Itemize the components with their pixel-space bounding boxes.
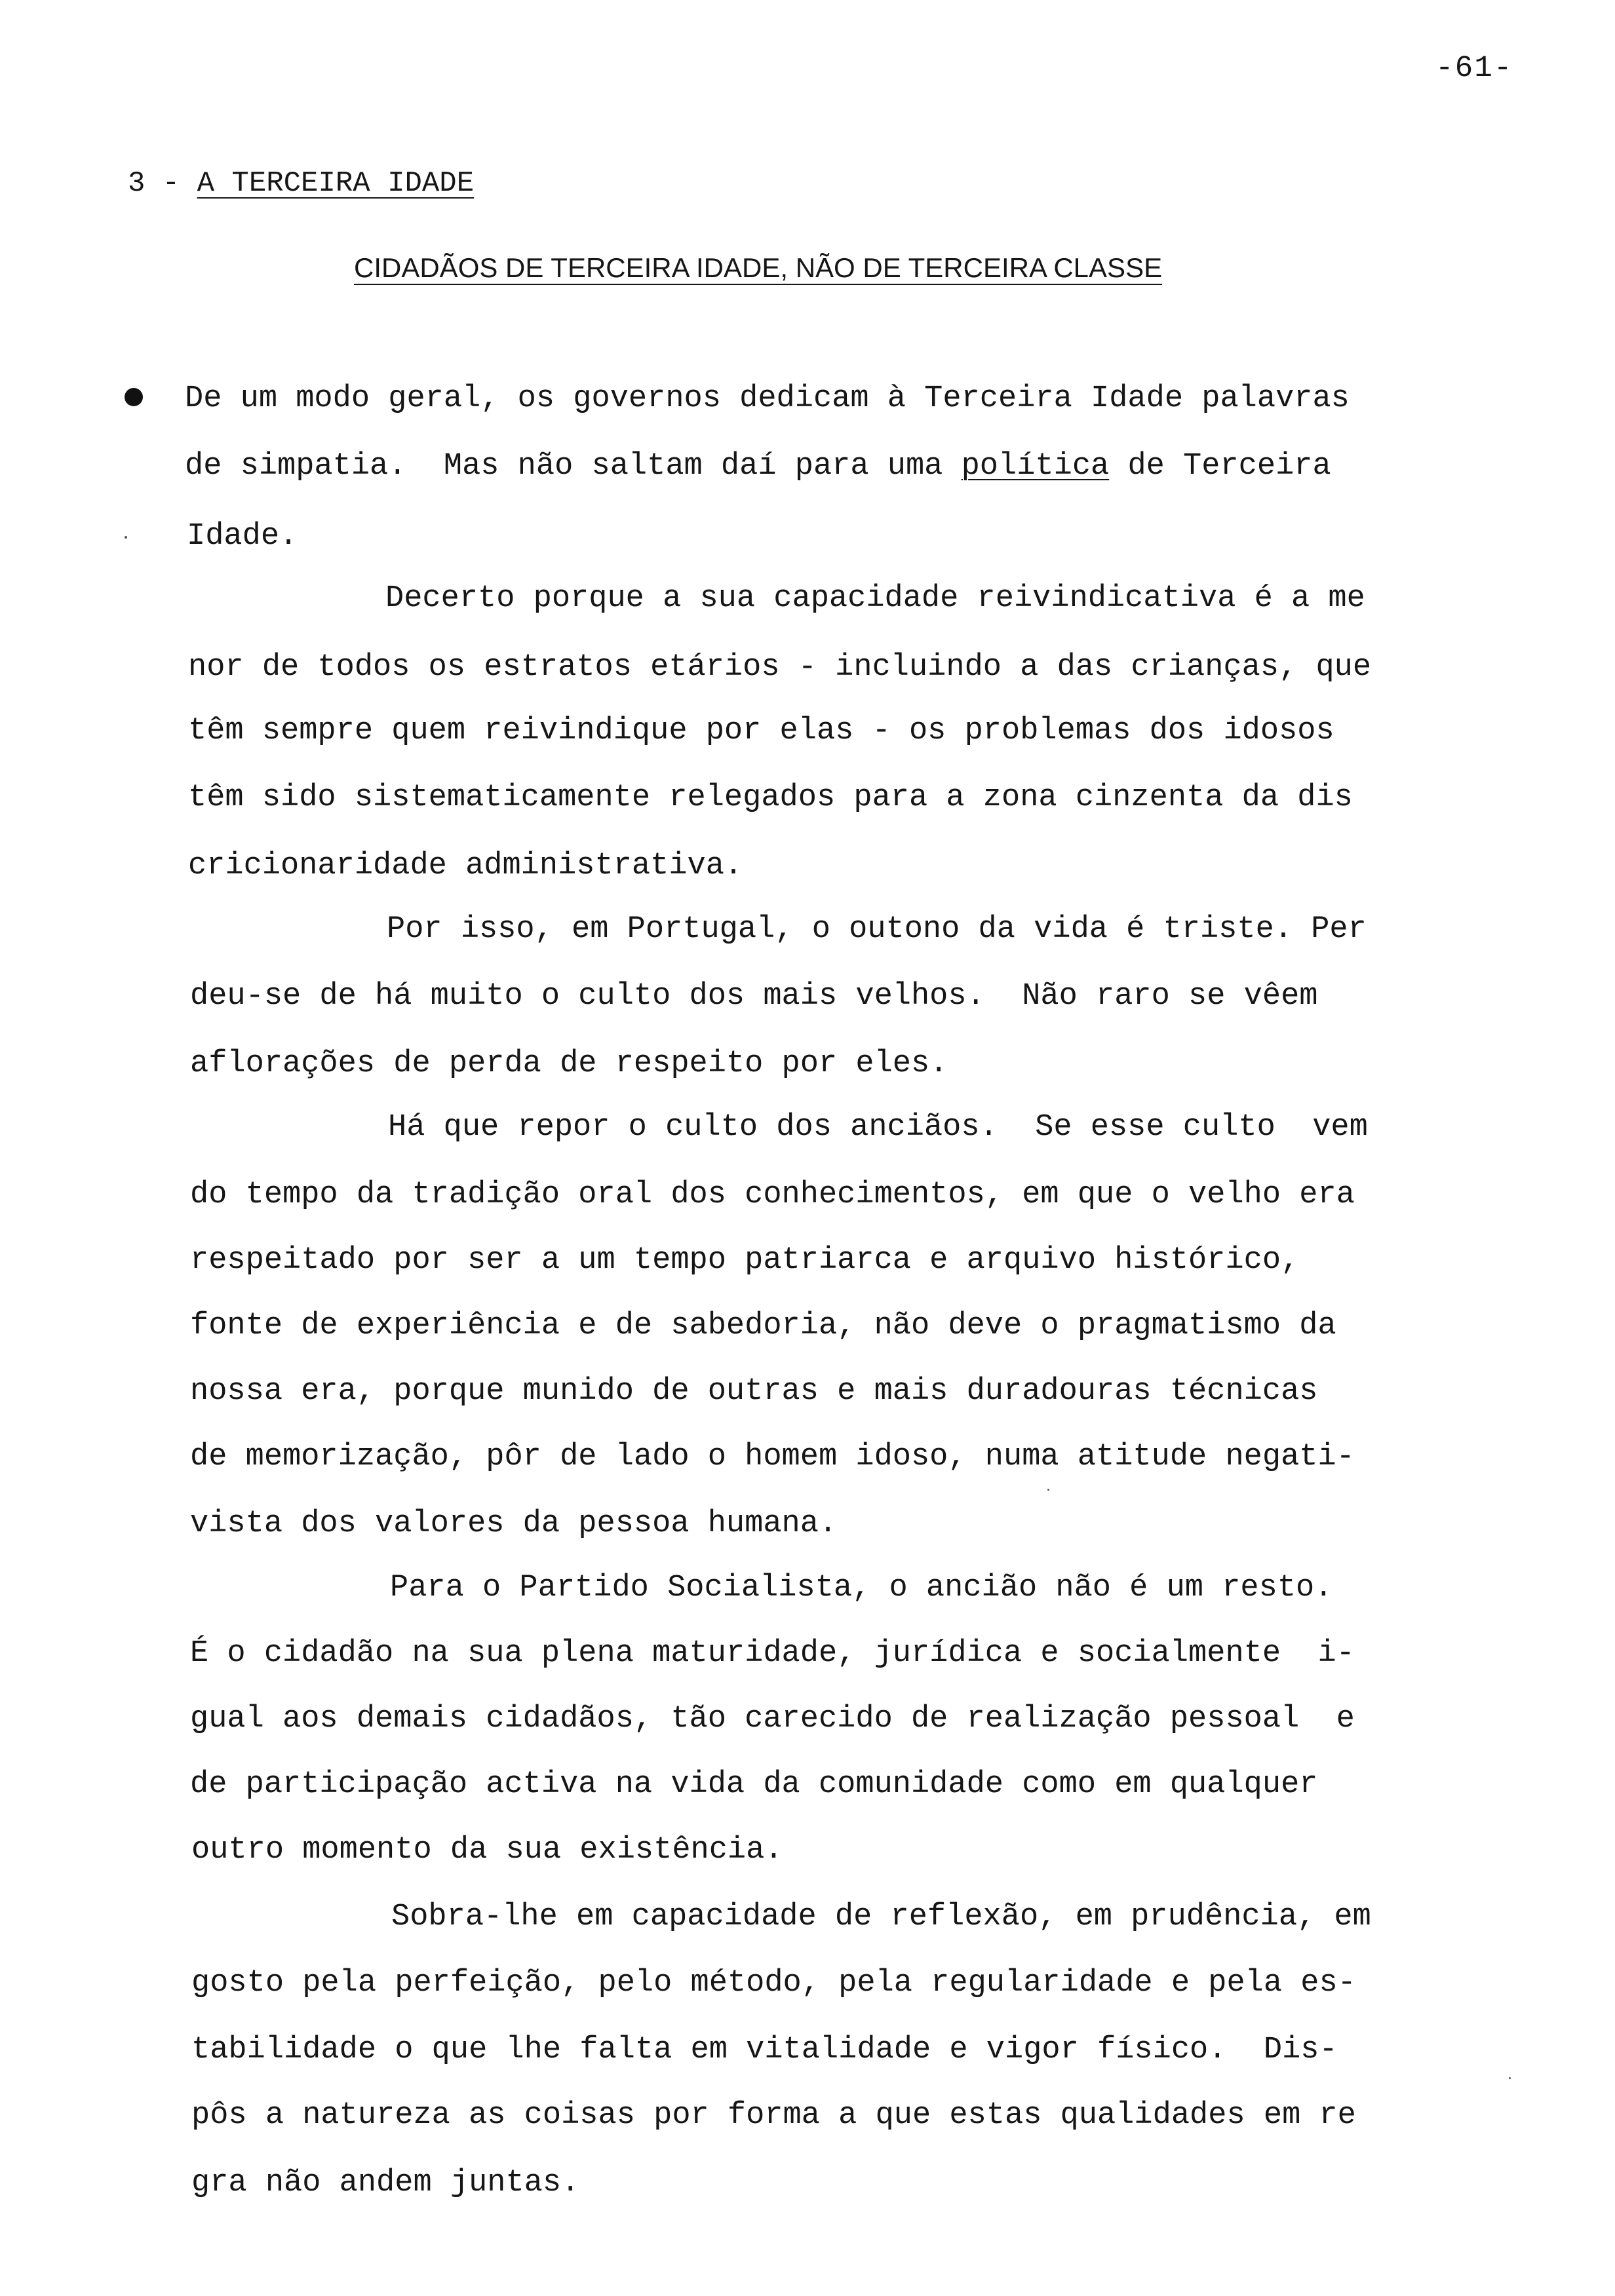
text-line: do tempo da tradição oral dos conhecimentos, em que o velho era [190, 1177, 1355, 1212]
text-line: tabilidade o que lhe falta em vitalidade e vigor físico. Dis- [191, 2033, 1338, 2067]
page-number: -61- [1435, 51, 1513, 85]
text-line: gra não andem juntas. [191, 2166, 580, 2200]
text-line: De um modo geral, os governos dedicam à Terceira Idade palavras [185, 381, 1350, 416]
text-line: outro momento da sua existência. [191, 1833, 783, 1867]
text-line: vista dos valores da pessoa humana. [190, 1506, 838, 1541]
bullet-icon [125, 388, 143, 406]
text-line: nor de todos os estratos etários - incluindo a das crianças, que [188, 650, 1372, 685]
text-line: gosto pela perfeição, pelo método, pela regularidade e pela es- [191, 1966, 1356, 2000]
text-line: Idade. [187, 519, 298, 554]
text-line: de memorização, pôr de lado o homem idoso, numa atitude negati- [190, 1440, 1355, 1474]
text-line: pôs a natureza as coisas por forma a que estas qualidades em re [191, 2098, 1356, 2133]
text-line: É o cidadão na sua plena maturidade, jurídica e socialmente i- [190, 1636, 1355, 1671]
text-line: Decerto porque a sua capacidade reivindicativa é a me [385, 581, 1365, 616]
margin-speck-icon [1509, 2077, 1511, 2079]
section-number: 3 - [128, 167, 180, 200]
text-line: fonte de experiência e de sabedoria, não deve o pragmatismo da [190, 1309, 1336, 1343]
text-segment: de simpatia. Mas não saltam daí para uma [185, 449, 962, 484]
text-line: têm sempre quem reivindique por elas - os problemas dos idosos [188, 714, 1334, 748]
text-line [185, 451, 1331, 482]
section-heading [128, 167, 474, 200]
text-line: têm sido sistematicamente relegados para a zona cinzenta da dis [188, 780, 1353, 815]
text-line: aflorações de perda de respeito por eles. [190, 1046, 948, 1081]
text-line: Sobra-lhe em capacidade de reflexão, em prudência, em [391, 1900, 1371, 1934]
text-line: Há que repor o culto dos anciãos. Se esse culto vem [388, 1110, 1368, 1145]
text-segment: de Terceira [1109, 449, 1331, 484]
margin-speck-icon [1047, 1489, 1049, 1491]
text-line: cricionaridade administrativa. [188, 849, 743, 883]
underlined-word: política [961, 449, 1110, 484]
text-line: Por isso, em Portugal, o outono da vida é triste. Per [387, 912, 1367, 947]
margin-speck-icon [125, 536, 127, 539]
text-line: Para o Partido Socialista, o ancião não é um resto. [390, 1571, 1333, 1605]
subtitle: CIDADÃOS DE TERCEIRA IDADE, NÃO DE TERCEIRA CLASSE [354, 252, 1163, 283]
text-line: deu-se de há muito o culto dos mais velhos. Não raro se vêem [190, 979, 1318, 1014]
section-title: A TERCEIRA IDADE [197, 167, 475, 200]
text-line: de participação activa na vida da comunidade como em qualquer [190, 1767, 1318, 1802]
text-line: gual aos demais cidadãos, tão carecido de realização pessoal e [190, 1702, 1355, 1736]
text-line: respeitado por ser a um tempo patriarca e arquivo histórico, [190, 1243, 1300, 1278]
text-line: nossa era, porque munido de outras e mais duradouras técnicas [190, 1374, 1318, 1409]
